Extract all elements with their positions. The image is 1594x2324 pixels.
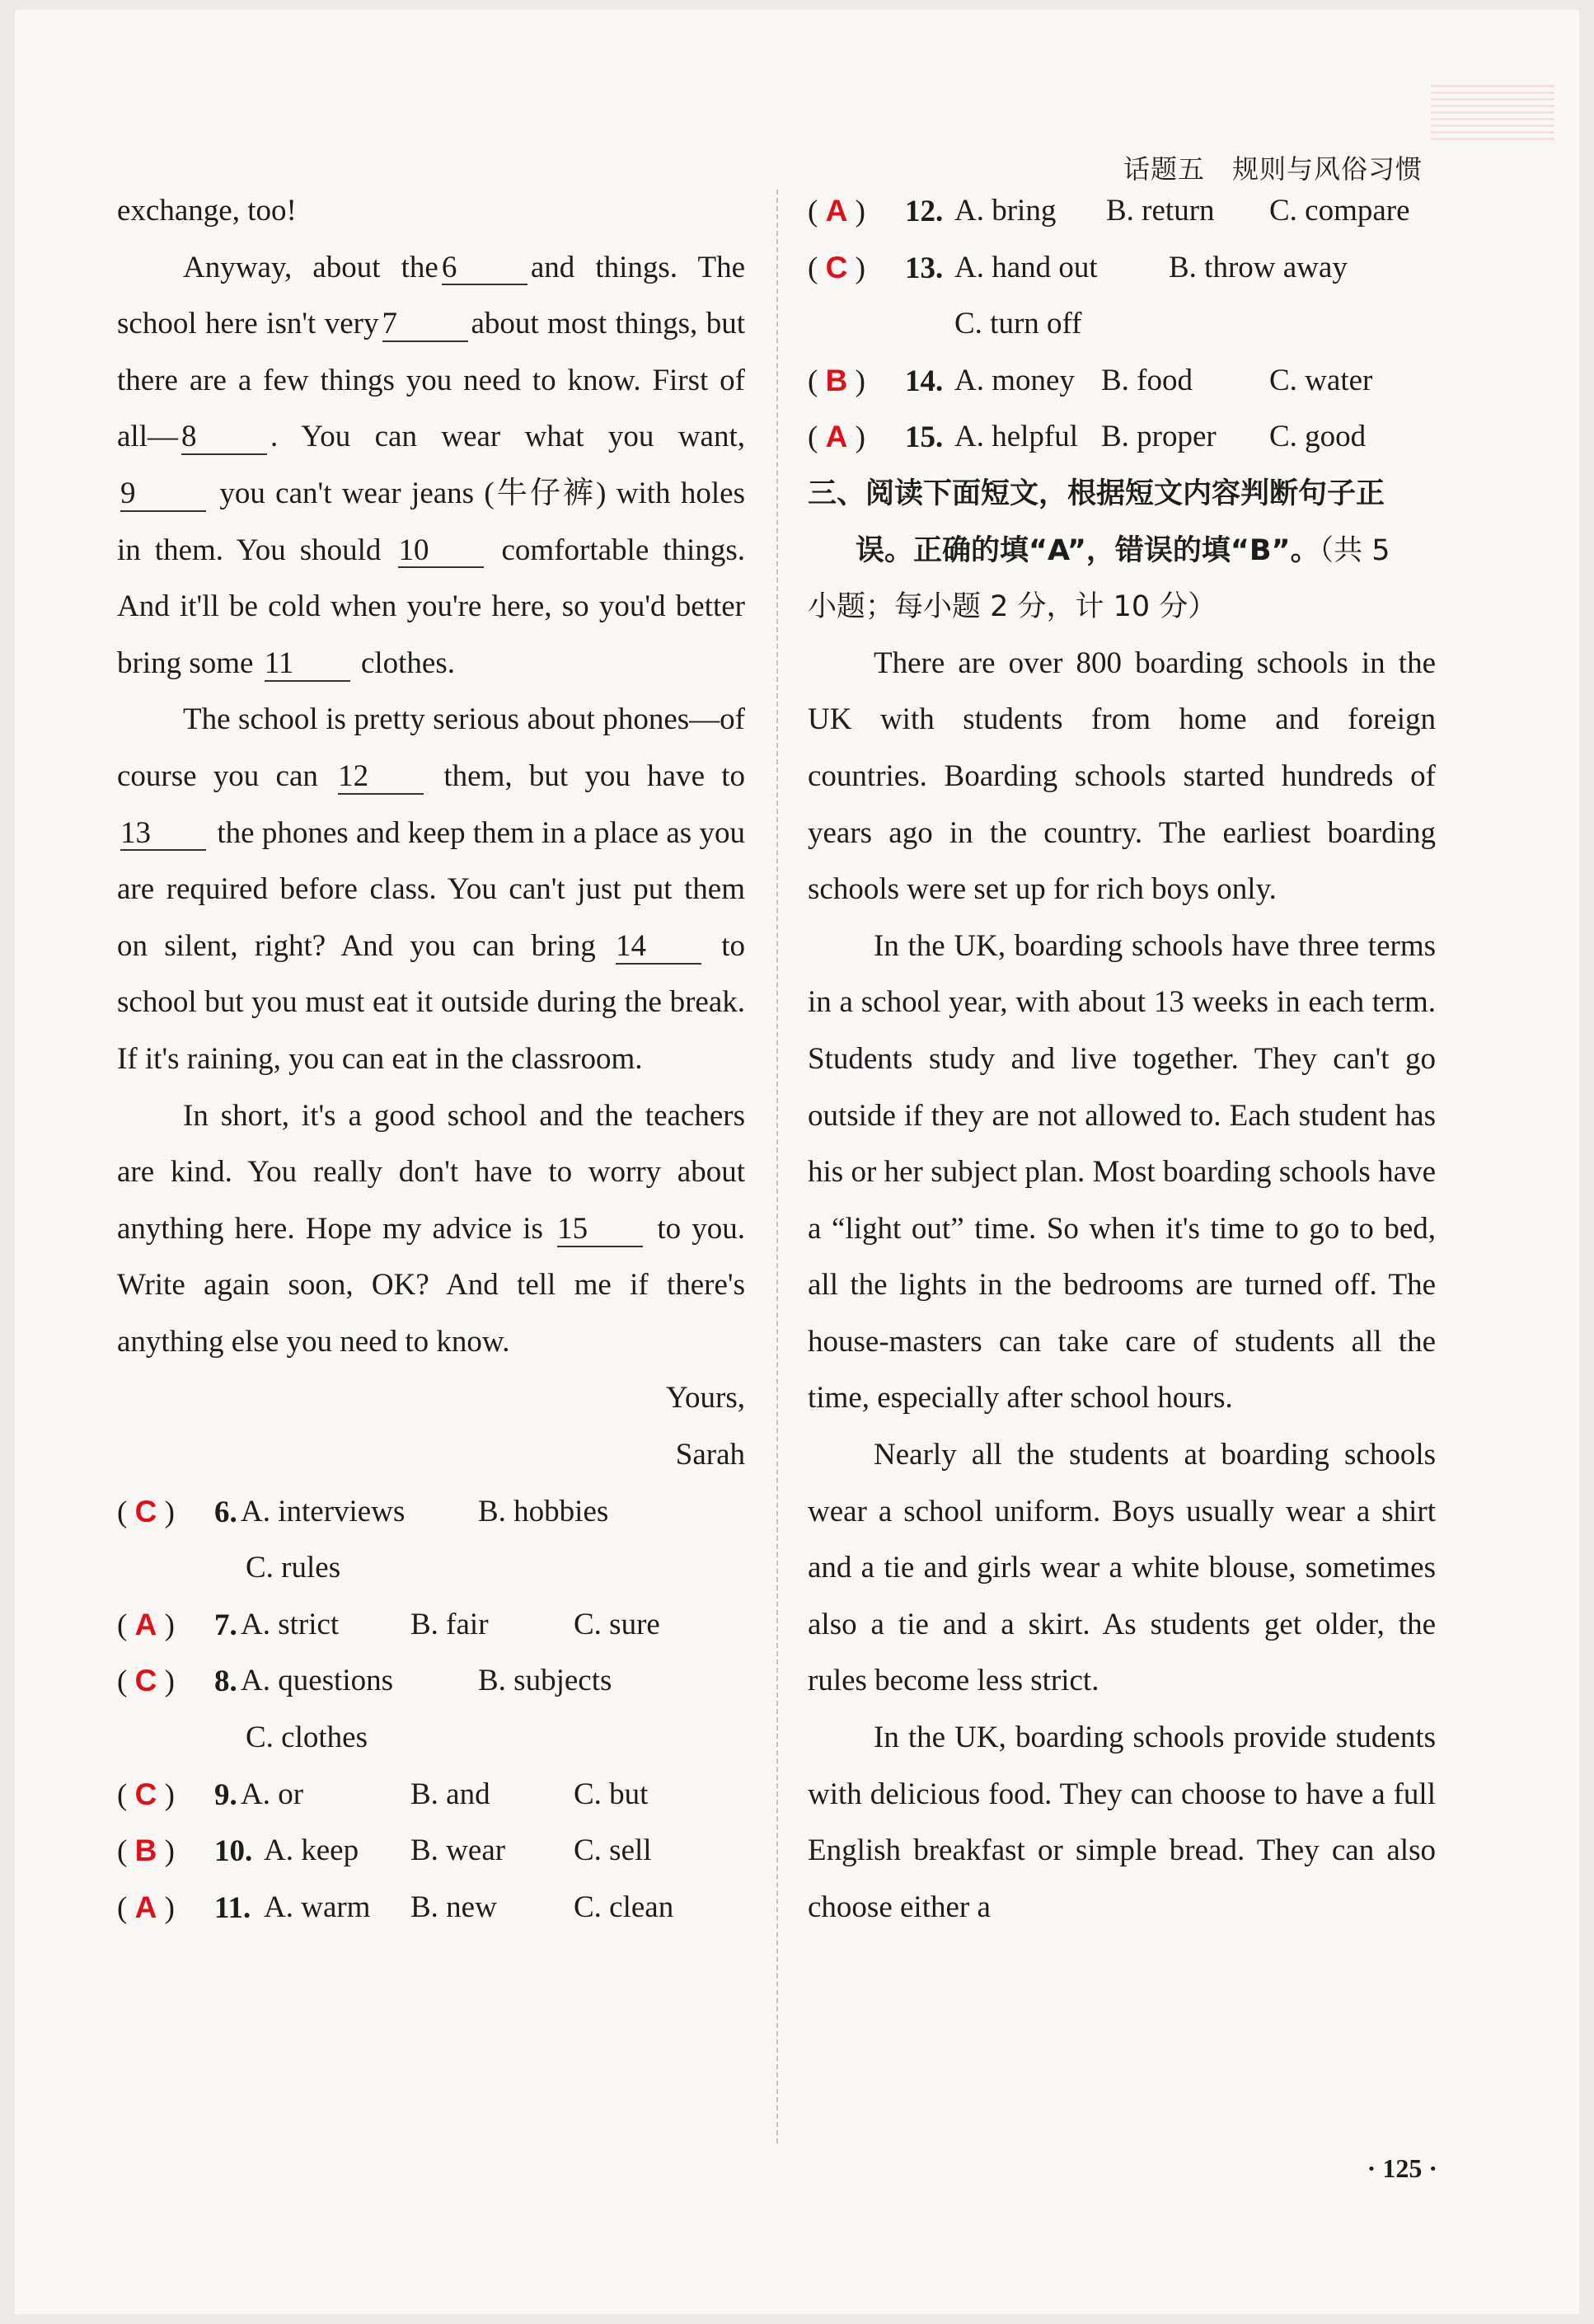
question-7: ( A ) 7. A. strict B. fair C. sure xyxy=(117,1597,745,1654)
blank-11: 11 xyxy=(265,648,350,682)
question-13: ( C ) 13. A. hand out B. throw away xyxy=(808,240,1436,297)
option-c: C. clean xyxy=(574,1890,674,1924)
letter-signature: Sarah xyxy=(675,1438,745,1472)
option-c: C. compare xyxy=(1269,194,1410,228)
option-b: B. return xyxy=(1106,194,1215,228)
blank-9: 9 xyxy=(120,478,206,512)
blank-13: 13 xyxy=(120,818,206,852)
option-b: B. and xyxy=(410,1777,490,1811)
answer: C xyxy=(134,1664,157,1698)
corner-stamp-mark xyxy=(1431,82,1554,140)
option-b: B. subjects xyxy=(478,1664,612,1698)
blank-15: 15 xyxy=(557,1214,643,1247)
option-c: C. but xyxy=(574,1777,649,1811)
option-a: A. keep xyxy=(264,1833,359,1868)
question-6: ( C ) 6. A. interviews B. hobbies xyxy=(117,1484,745,1541)
answer: A xyxy=(134,1890,157,1924)
question-14: ( B ) 14. A. money B. food C. water xyxy=(808,353,1436,410)
reading-paragraph-2: In the UK, boarding schools have three terms in a school year, with about 13 weeks in each term. Students study and live together. They can't go outside if they are not allowed to. Each student has his or her subject plan. Most boarding schools have a “light out” time. So when it's time to go to bed, all the lights in the bedrooms are turned off. The house-masters can take care of students all the time, especially after school hours. xyxy=(808,928,1436,1416)
option-b: B. new xyxy=(410,1890,497,1924)
blank-6: 6 xyxy=(442,252,527,286)
blank-14: 14 xyxy=(616,931,701,965)
answer: A xyxy=(134,1607,157,1641)
topic-header: 话题五 规则与风俗习惯 xyxy=(1123,153,1423,185)
reading-paragraph-3: Nearly all the students at boarding schools wear a school uniform. Boys usually wear a shirt and a tie and girls wear a white blouse, sometimes also a tie and a skirt. As students get older, the rules become less strict. xyxy=(808,1438,1436,1698)
answer: C xyxy=(825,250,848,284)
right-column xyxy=(808,183,1436,1936)
answer: A xyxy=(825,194,848,228)
option-a: A. bring xyxy=(954,194,1057,228)
option-a: A. helpful xyxy=(954,420,1079,454)
question-9: ( C ) 9. A. or B. and C. but xyxy=(117,1767,745,1824)
question-8-cont xyxy=(117,1710,745,1767)
blank-12: 12 xyxy=(338,761,424,795)
answer: C xyxy=(134,1494,157,1528)
option-b: B. fair xyxy=(410,1607,489,1641)
question-6-cont xyxy=(117,1540,745,1597)
question-10: ( B ) 10. A. keep B. wear C. sell xyxy=(117,1823,745,1880)
option-c: C. water xyxy=(1269,363,1373,397)
option-b: B. wear xyxy=(410,1833,506,1868)
left-column xyxy=(117,183,745,1936)
blank-8: 8 xyxy=(181,421,267,455)
option-a: A. or xyxy=(241,1777,304,1811)
paragraph-3: In short, it's a good school and the teachers are kind. You really don't have to worry about anything here. Hope my advice is 15 to you. Write again soon, OK? And tell me if there's anything else you need to know. xyxy=(117,1098,746,1359)
question-15: ( A ) 15. A. helpful B. proper C. good xyxy=(808,409,1436,466)
option-a: A. hand out xyxy=(954,250,1098,284)
option-b: B. food xyxy=(1101,363,1193,397)
answer: C xyxy=(134,1777,157,1811)
letter-closing: Yours, xyxy=(666,1381,745,1416)
paragraph-1: Anyway, about the 6 and things. The school here isn't very 7 about most things, but there are a few things you need to know. First of all— 8 . You can wear what you want, 9 you can't wear jeans (牛仔裤) with holes in them. You should 10 comfortable things. And it'll be cold when you're here, so you'd better bring some 11 clothes. xyxy=(117,250,746,680)
question-13-cont xyxy=(808,296,1436,353)
option-a: A. strict xyxy=(241,1607,340,1641)
option-c: C. rules xyxy=(246,1551,341,1585)
option-c: C. turn off xyxy=(954,307,1082,341)
reading-paragraph-4: In the UK, boarding schools provide students with delicious food. They can choose to have a full English breakfast or simple bread. They can also choose either a xyxy=(808,1721,1436,1924)
option-c: C. sure xyxy=(574,1607,660,1641)
option-c: C. sell xyxy=(574,1833,652,1868)
question-12: ( A ) 12. A. bring B. return C. compare xyxy=(808,183,1436,240)
answer: B xyxy=(825,363,848,397)
answer: A xyxy=(825,420,848,454)
paragraph-2: The school is pretty serious about phones—of course you can 12 them, but you have to 13 the phones and keep them in a place as you are required before class. You can't just put them on silent, right? And you can bring 14 to school but you must eat it outside during the break. If it's raining, you can eat in the classroom. xyxy=(117,702,746,1076)
option-b: B. throw away xyxy=(1169,250,1348,284)
column-divider xyxy=(776,190,778,2143)
question-8: ( C ) 8. A. questions B. subjects xyxy=(117,1653,745,1710)
question-11: ( A ) 11. A. warm B. new C. clean xyxy=(117,1880,745,1937)
option-b: B. proper xyxy=(1101,420,1217,454)
option-c: C. clothes xyxy=(246,1721,368,1755)
option-a: A. questions xyxy=(241,1664,393,1698)
reading-paragraph-1: There are over 800 boarding schools in the UK with students from home and foreign countries. Boarding schools started hundreds of years ago in the country. The earliest boarding schools were set up for rich boys only. xyxy=(808,646,1436,907)
option-c: C. good xyxy=(1269,420,1367,454)
blank-7: 7 xyxy=(382,308,468,342)
section-three-title: 三、阅读下面短文，根据短文内容判断句子正 误。正确的填“A”，错误的填“B”。（共 5 小题；每小题 2 分，计 10 分） xyxy=(808,477,1390,624)
page-number: · 125 · xyxy=(1367,2153,1437,2183)
option-b: B. hobbies xyxy=(478,1494,609,1528)
paragraph-0: exchange, too! xyxy=(117,194,297,228)
option-a: A. money xyxy=(954,363,1075,397)
option-a: A. warm xyxy=(264,1890,371,1924)
option-a: A. interviews xyxy=(241,1494,406,1528)
blank-10: 10 xyxy=(398,535,484,569)
answer: B xyxy=(134,1833,157,1868)
